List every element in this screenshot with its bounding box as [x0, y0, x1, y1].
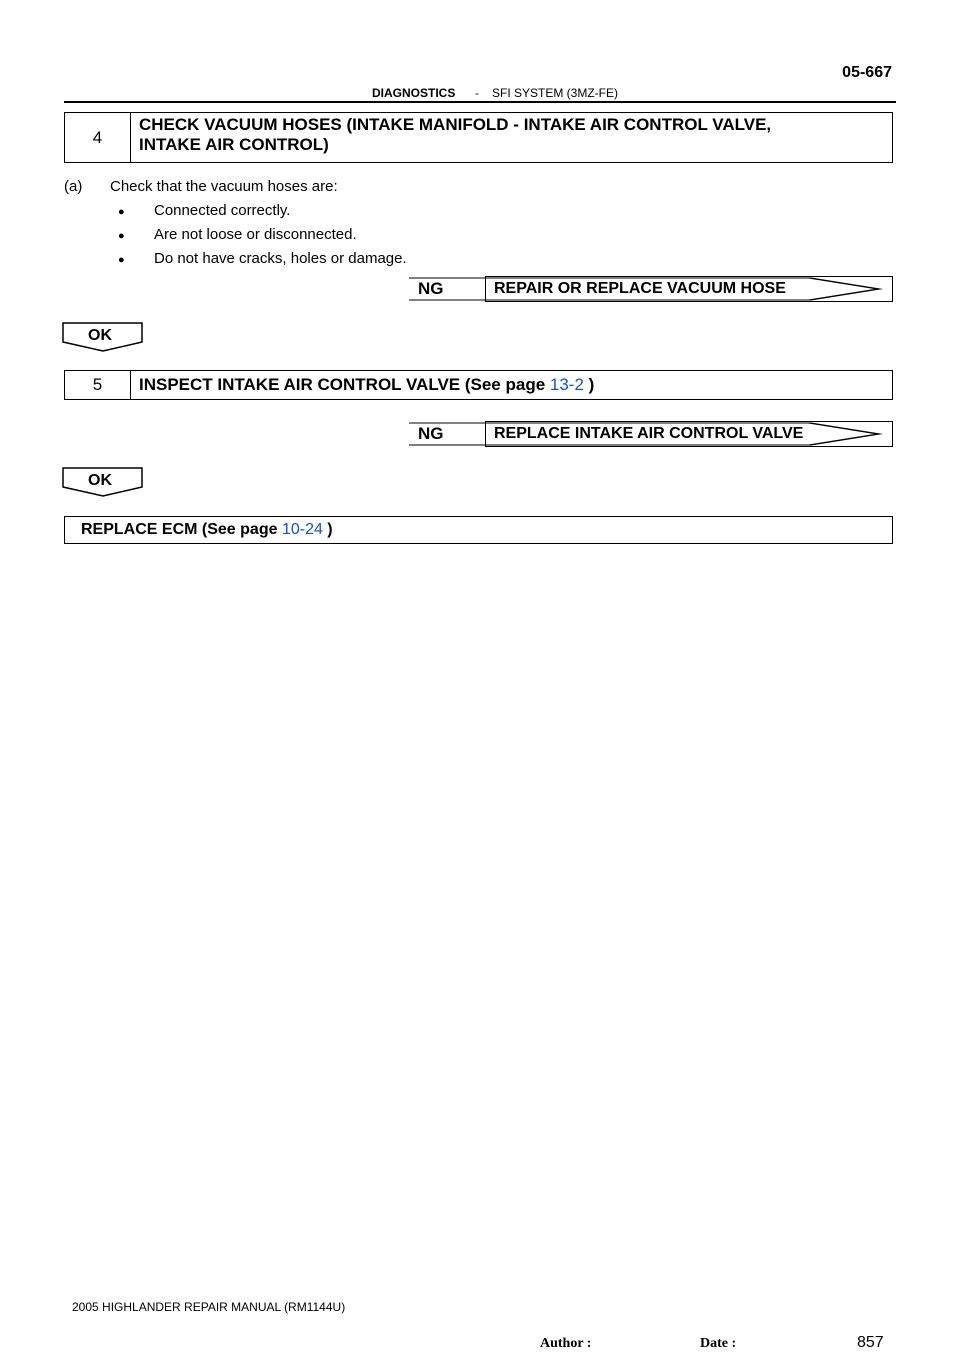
step-5-ng-action: REPLACE INTAKE AIR CONTROL VALVE	[485, 421, 893, 447]
header-rule	[64, 101, 896, 103]
step-5-box	[64, 370, 893, 400]
step-5-ok-label: OK	[88, 472, 112, 489]
step-5-title	[131, 371, 892, 399]
bullet-icon: ●	[118, 230, 125, 242]
header-separator: -	[475, 86, 479, 100]
step-4-title	[131, 113, 892, 162]
page-link[interactable]: 13-2	[549, 375, 584, 394]
footer-page-number: 857	[857, 1334, 884, 1351]
step-4-box	[64, 112, 893, 163]
final-action-box	[64, 516, 893, 544]
step-4-instruction	[64, 178, 338, 195]
manual-title: 2005 HIGHLANDER REPAIR MANUAL (RM1144U)	[72, 1300, 346, 1314]
step-5-ng-label: NG	[418, 424, 444, 443]
bullet-item	[118, 202, 290, 219]
date-label: Date :	[700, 1336, 737, 1351]
bullet-item	[118, 226, 357, 243]
bullet-text: Are not loose or disconnected.	[154, 226, 357, 243]
page-number: 05-667	[842, 64, 892, 81]
page-link[interactable]: 10-24	[281, 521, 323, 538]
step-4-ok-label: OK	[88, 327, 112, 344]
bullet-text: Connected correctly.	[154, 202, 291, 219]
bullet-item	[118, 250, 407, 267]
final-action-text: REPLACE ECM (See page	[81, 521, 282, 538]
step-4-number: 4	[65, 113, 131, 162]
bullet-text: Do not have cracks, holes or damage.	[154, 250, 407, 267]
bullet-icon: ●	[118, 206, 125, 218]
step-4-title-line1: CHECK VACUUM HOSES (INTAKE MANIFOLD - INTAKE AIR CONTROL VALVE,	[139, 115, 772, 134]
step-4-ng-label: NG	[418, 279, 444, 298]
instruction-text: Check that the vacuum hoses are:	[110, 178, 338, 195]
instruction-marker: (a)	[64, 178, 83, 195]
section-title: DIAGNOSTICS	[372, 86, 456, 100]
author-label: Author :	[540, 1336, 592, 1351]
final-action-end: )	[322, 521, 333, 538]
step-4-title-line2: INTAKE AIR CONTROL)	[139, 135, 329, 154]
bullet-icon: ●	[118, 254, 125, 266]
step-5-title-text: INSPECT INTAKE AIR CONTROL VALVE (See page	[139, 375, 550, 394]
step-5-number: 5	[65, 371, 131, 399]
step-4-ng-action: REPAIR OR REPLACE VACUUM HOSE	[485, 276, 893, 302]
system-title: SFI SYSTEM (3MZ-FE)	[492, 86, 618, 100]
step-5-title-end: )	[583, 375, 595, 394]
